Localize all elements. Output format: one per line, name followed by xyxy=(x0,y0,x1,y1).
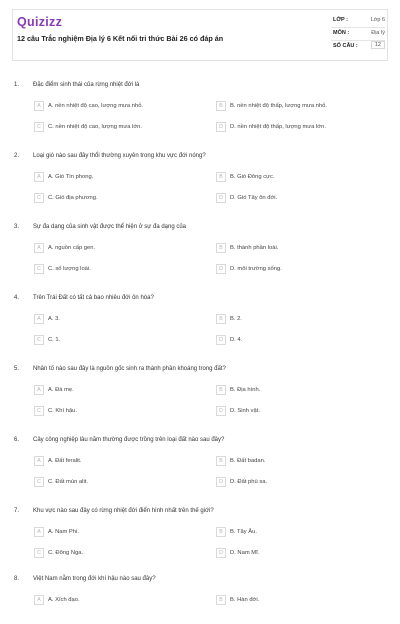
option-text: C. 1. xyxy=(48,336,61,343)
option-letter-box: C xyxy=(34,406,44,416)
option-letter-box: D xyxy=(216,335,226,345)
option-letter-box: A xyxy=(34,456,44,466)
option-c[interactable] xyxy=(34,193,202,204)
option-letter-box: A xyxy=(34,527,44,537)
option-text: D. Nam Mĩ. xyxy=(230,549,260,556)
question-item xyxy=(0,212,400,272)
question-item xyxy=(0,354,400,414)
option-text: D. Gió Tây ôn đới. xyxy=(230,194,278,201)
option-letter-box: D xyxy=(216,122,226,132)
option-letter-box: D xyxy=(216,193,226,203)
option-letter-box: A xyxy=(34,101,44,111)
option-letter-box: C xyxy=(34,193,44,203)
option-b[interactable] xyxy=(216,595,384,606)
option-text: B. thành phần loài. xyxy=(230,244,279,251)
option-text: A. Xích đạo. xyxy=(48,596,80,603)
option-text: A. Đá mẹ. xyxy=(48,386,74,393)
option-d[interactable] xyxy=(216,335,384,346)
option-text: C. Đông Nga. xyxy=(48,549,84,556)
option-d[interactable] xyxy=(216,264,384,275)
option-text: A. Nam Phi. xyxy=(48,528,79,535)
option-text: B. Hàn đới. xyxy=(230,596,260,603)
option-letter-box: A xyxy=(34,385,44,395)
option-text: A. 3. xyxy=(48,315,60,322)
option-b[interactable] xyxy=(216,456,384,467)
option-text: C. nền nhiệt độ cao, lượng mưa lớn. xyxy=(48,123,142,130)
question-text: Nhân tố nào sau đây là nguồn gốc sinh ra thành phần khoáng trong đất? xyxy=(33,366,226,372)
option-letter-box: A xyxy=(34,172,44,182)
option-letter-box: B xyxy=(216,172,226,182)
meta-subject xyxy=(331,28,385,41)
question-number: 7. xyxy=(14,508,20,514)
question-item xyxy=(0,141,400,201)
option-b[interactable] xyxy=(216,314,384,325)
option-a[interactable] xyxy=(34,172,202,183)
option-letter-box: A xyxy=(34,243,44,253)
meta-grade-value: Lớp 6 xyxy=(370,17,385,23)
question-number: 3. xyxy=(14,224,20,230)
question-text: Khu vực nào sau đây có rừng nhiệt đới điển hình nhất trên thế giới? xyxy=(33,508,214,514)
option-b[interactable] xyxy=(216,527,384,538)
option-letter-box: B xyxy=(216,243,226,253)
option-d[interactable] xyxy=(216,477,384,488)
option-d[interactable] xyxy=(216,548,384,559)
option-text: D. môi trường sống. xyxy=(230,265,282,272)
option-text: C. số lượng loài. xyxy=(48,265,91,272)
question-number: 1. xyxy=(14,82,20,88)
question-item xyxy=(0,283,400,343)
option-text: C. Khí hậu. xyxy=(48,407,78,414)
question-number: 6. xyxy=(14,437,20,443)
option-c[interactable] xyxy=(34,122,202,133)
option-b[interactable] xyxy=(216,101,384,112)
question-item xyxy=(0,496,400,556)
option-a[interactable] xyxy=(34,456,202,467)
option-text: B. Địa hình. xyxy=(230,386,261,393)
option-letter-box: D xyxy=(216,548,226,558)
question-number: 2. xyxy=(14,153,20,159)
option-letter-box: B xyxy=(216,527,226,537)
option-letter-box: D xyxy=(216,264,226,274)
option-a[interactable] xyxy=(34,243,202,254)
option-letter-box: C xyxy=(34,548,44,558)
option-letter-box: B xyxy=(216,595,226,605)
meta-count-value: 12 xyxy=(371,41,385,49)
option-text: B. 2. xyxy=(230,315,242,322)
option-d[interactable] xyxy=(216,122,384,133)
option-c[interactable] xyxy=(34,335,202,346)
option-letter-box: A xyxy=(34,595,44,605)
option-letter-box: C xyxy=(34,477,44,487)
meta-subject-label: MÔN : xyxy=(333,30,350,36)
option-letter-box: A xyxy=(34,314,44,324)
question-item xyxy=(0,70,400,130)
option-text: A. nguồn cấp gen. xyxy=(48,244,96,251)
option-letter-box: C xyxy=(34,122,44,132)
option-text: A. nền nhiệt độ cao, lượng mưa nhỏ. xyxy=(48,102,144,109)
option-a[interactable] xyxy=(34,314,202,325)
option-a[interactable] xyxy=(34,385,202,396)
option-d[interactable] xyxy=(216,406,384,417)
question-item xyxy=(0,425,400,485)
meta-grade-label: LỚP : xyxy=(333,17,348,23)
option-letter-box: B xyxy=(216,385,226,395)
option-text: D. Sinh vật. xyxy=(230,407,260,414)
option-text: D. 4. xyxy=(230,336,243,343)
meta-count xyxy=(331,41,385,53)
option-letter-box: C xyxy=(34,335,44,345)
option-letter-box: B xyxy=(216,456,226,466)
option-d[interactable] xyxy=(216,193,384,204)
option-text: B. Gió Đông cực. xyxy=(230,173,275,180)
meta-subject-value: Địa lý xyxy=(371,30,385,36)
option-a[interactable] xyxy=(34,527,202,538)
option-text: C. Gió địa phương. xyxy=(48,194,98,201)
option-text: B. Tây Âu. xyxy=(230,528,257,535)
question-text: Việt Nam nằm trong đới khí hậu nào sau đây? xyxy=(33,576,156,582)
question-text: Trên Trái Đất có tất cả bao nhiêu đới ôn hòa? xyxy=(33,295,154,301)
option-a[interactable] xyxy=(34,101,202,112)
meta-grade xyxy=(331,15,385,28)
option-letter-box: D xyxy=(216,477,226,487)
option-text: B. Đất badan. xyxy=(230,457,266,464)
option-letter-box: B xyxy=(216,101,226,111)
option-b[interactable] xyxy=(216,385,384,396)
question-text: Cây công nghiệp lâu năm thường được trồng trên loại đất nào sau đây? xyxy=(33,437,225,443)
worksheet-meta xyxy=(331,15,385,53)
option-c[interactable] xyxy=(34,264,202,275)
option-b[interactable] xyxy=(216,172,384,183)
worksheet-header xyxy=(12,9,388,61)
option-letter-box: B xyxy=(216,314,226,324)
option-letter-box: D xyxy=(216,406,226,416)
option-text: A. Đất feralit. xyxy=(48,457,82,464)
option-b[interactable] xyxy=(216,243,384,254)
option-text: D. nền nhiệt độ thấp, lượng mưa lớn. xyxy=(230,123,326,130)
question-text: Đặc điểm sinh thái của rừng nhiệt đới là xyxy=(33,82,140,88)
option-text: C. Đất mùn alit. xyxy=(48,478,88,485)
option-text: B. nền nhiệt độ thấp, lượng mưa nhỏ. xyxy=(230,102,327,109)
question-number: 8. xyxy=(14,576,20,582)
option-letter-box: C xyxy=(34,264,44,274)
option-a[interactable] xyxy=(34,595,202,606)
quizizz-logo: Quizizz xyxy=(17,15,63,29)
question-text: Sự đa dạng của sinh vật được thể hiện ở sự đa dạng của xyxy=(33,224,187,230)
option-text: A. Gió Tín phong. xyxy=(48,173,94,180)
question-number: 5. xyxy=(14,366,20,372)
question-number: 4. xyxy=(14,295,20,301)
question-text: Loại gió nào sau đây thổi thường xuyên trong khu vực đới nóng? xyxy=(33,153,206,159)
option-c[interactable] xyxy=(34,477,202,488)
option-c[interactable] xyxy=(34,548,202,559)
worksheet-title: 12 câu Trắc nghiệm Địa lý 6 Kết nối tri thức Bài 26 có đáp án xyxy=(17,34,224,43)
option-c[interactable] xyxy=(34,406,202,417)
option-text: D. Đất phù sa. xyxy=(230,478,268,485)
meta-count-label: SỐ CÂU : xyxy=(333,43,358,49)
question-item xyxy=(0,564,400,624)
